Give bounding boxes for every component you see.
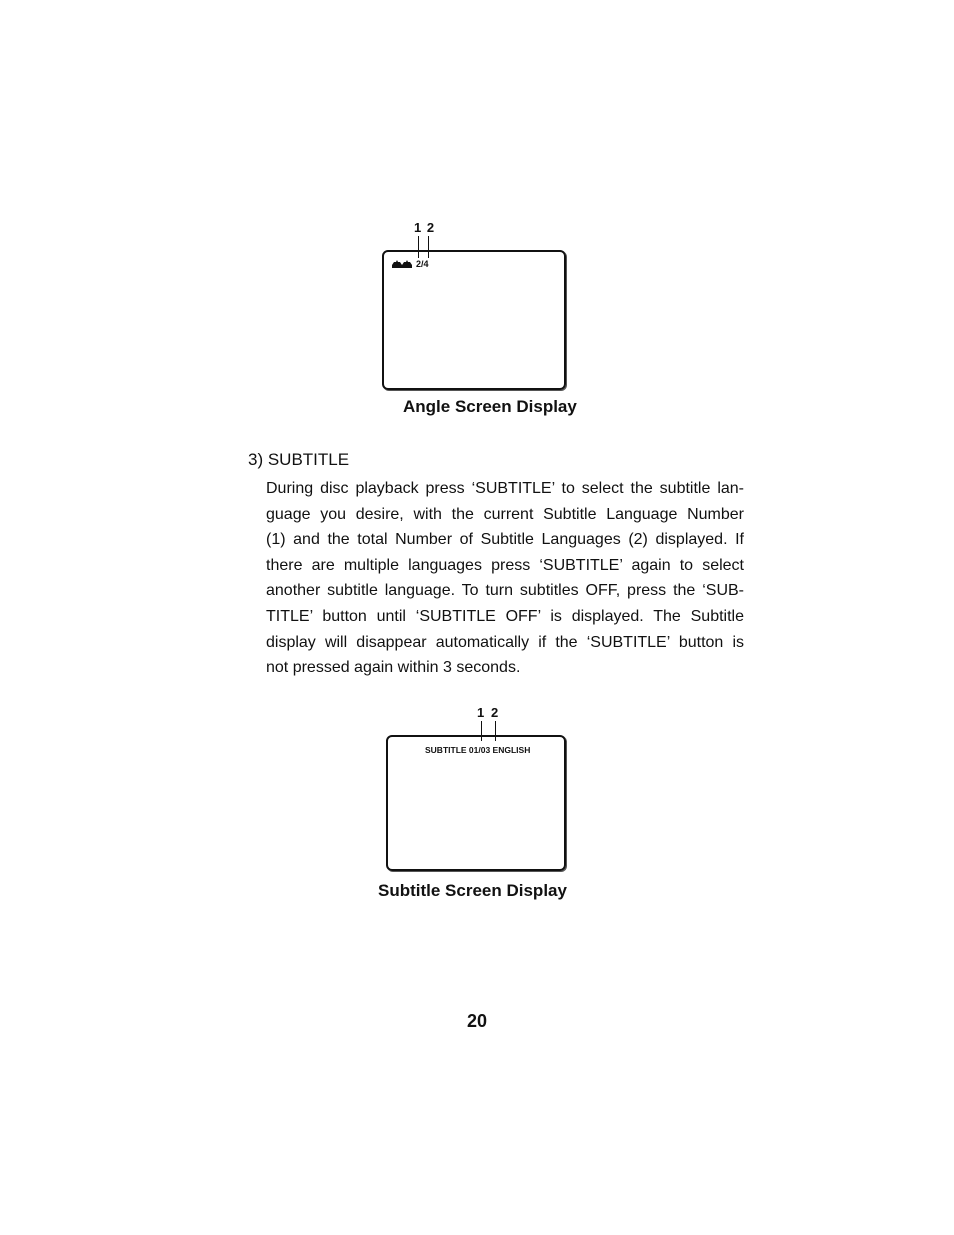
body-line: display will disappear automatically if the ‘SUBTITLE’ button is bbox=[266, 633, 744, 651]
body-line: not pressed again within 3 seconds. bbox=[266, 659, 521, 677]
angle-icon bbox=[392, 260, 412, 268]
angle-marker-labels: 1 2 bbox=[414, 220, 436, 235]
body-line: (1) and the total Number of Subtitle Languages (2) displayed. If bbox=[266, 531, 744, 549]
subtitle-screen bbox=[386, 735, 566, 871]
subtitle-caption: Subtitle Screen Display bbox=[378, 881, 567, 900]
body-line: TITLE’ button until ‘SUBTITLE OFF’ is displayed. The Subtitle bbox=[266, 607, 744, 625]
subtitle-marker-2: 2 bbox=[491, 705, 499, 720]
page-number: 20 bbox=[466, 1011, 488, 1031]
section-heading: 3) SUBTITLE bbox=[248, 450, 350, 469]
angle-readout: 2/4 bbox=[416, 259, 429, 269]
body-line: another subtitle language. To turn subtitles OFF, press the ‘SUB- bbox=[266, 582, 744, 600]
angle-caption: Angle Screen Display bbox=[403, 397, 577, 416]
body-line: guage you desire, with the current Subtitle Language Number bbox=[266, 505, 744, 523]
body-line: there are multiple languages press ‘SUBTITLE’ again to select bbox=[266, 556, 744, 574]
body-line: During disc playback press ‘SUBTITLE’ to select the subtitle lan- bbox=[266, 480, 744, 497]
subtitle-marker-1: 1 bbox=[477, 705, 485, 720]
angle-screen bbox=[382, 250, 566, 390]
body-paragraph bbox=[266, 476, 744, 681]
subtitle-readout: SUBTITLE 01/03 ENGLISH bbox=[425, 745, 531, 755]
